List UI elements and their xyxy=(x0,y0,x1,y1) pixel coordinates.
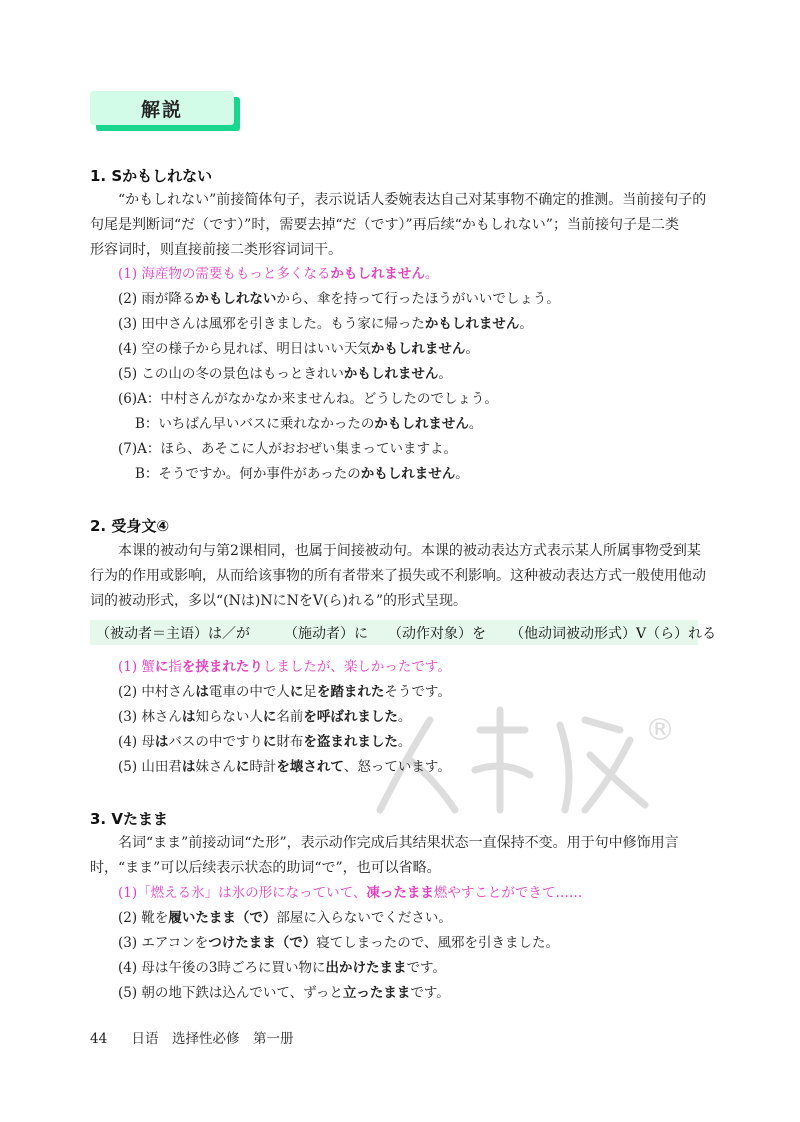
example-1-2: (2) 雨が降るかもしれないから、傘を持って行ったほうがいいでしょう。 xyxy=(118,291,560,307)
example-2-5: (5) 山田君は妹さんに時計を壊されて、怒っています。 xyxy=(118,759,451,775)
example-1-7a: (7)A：ほら、あそこに人がおおぜい集まっていますよ。 xyxy=(118,441,457,457)
section-3-paragraph: 名词“まま”前接动词“た形”，表示动作完成后其结果状态一直保持不变。用于句中修饰用言 时，“まま”可以后续表示状态的助词“で”，也可以省略。 xyxy=(90,835,679,876)
section-1-title: 1. Sかもしれない xyxy=(90,167,213,185)
book-title: 日语 选择性必修 第一册 xyxy=(131,1031,294,1047)
example-3-4: (4) 母は午後の3時ごろに買い物に出かけたままです。 xyxy=(118,960,446,976)
example-2-4: (4) 母はバスの中ですりに財布を盗まれました。 xyxy=(118,734,412,750)
example-3-1: (1)「燃える氷」は氷の形になっていて、凍ったまま燃やすことができて…… xyxy=(118,885,583,901)
heading-title: 解説 xyxy=(90,91,234,125)
example-2-1: (1) 蟹に指を挟まれたりしましたが、楽しかったです。 xyxy=(118,659,451,675)
section-1-paragraph: “かもしれない”前接简体句子，表示说话人委婉表达自己对某事物不确定的推测。当前接句子的 句尾是判断词“だ（です）”时，需要去掉“だ（です）”再后续“かもしれない”；当前接句子是二类 形容词时，则直接前接二类形容词词干。 xyxy=(90,192,707,258)
page-number: 44 xyxy=(90,1031,108,1047)
section-2-title: 2. 受身文④ xyxy=(90,517,170,535)
example-1-1: (1) 海産物の需要ももっと多くなるかもしれません。 xyxy=(118,266,439,282)
example-1-6b: B：いちばん早いバスに乗れなかったのかもしれません。 xyxy=(135,416,483,432)
example-2-3: (3) 林さんは知らない人に名前を呼ばれました。 xyxy=(118,709,412,725)
example-1-6a: (6)A：中村さんがなかなか来ませんね。どうしたのでしょう。 xyxy=(118,391,498,407)
pattern-box: （被动者＝主语）は／が （施动者）に （动作对象）を （他动词被动形式）V（ら）れる xyxy=(90,620,698,645)
example-3-3: (3) エアコンをつけたまま（で）寝てしまったので、風邪を引きました。 xyxy=(118,935,559,951)
example-1-7b: B：そうですか。何か事件があったのかもしれません。 xyxy=(135,466,469,482)
example-2-2: (2) 中村さんは電車の中で人に足を踏まれたそうです。 xyxy=(118,684,451,700)
section-2-paragraph: 本课的被动句与第2课相同，也属于间接被动句。本课的被动表达方式表示某人所属事物受到某 行为的作用或影响，从而给该事物的所有者带来了损失或不利影响。这种被动表达方式一般使用他动 词的被动形式，多以“(Nは)NにNをV(ら)れる”的形式呈现。 xyxy=(90,543,706,609)
svg-text:®: ® xyxy=(645,713,675,748)
section-heading xyxy=(90,91,240,131)
example-3-2: (2) 靴を履いたまま（で）部屋に入らないでください。 xyxy=(118,910,452,926)
example-3-5: (5) 朝の地下鉄は込んでいて、ずっと立ったままです。 xyxy=(118,985,450,1001)
example-1-5: (5) この山の冬の景色はもっときれいかもしれません。 xyxy=(118,366,452,382)
example-1-3: (3) 田中さんは風邪を引きました。もう家に帰ったかもしれません。 xyxy=(118,316,533,332)
example-1-4: (4) 空の様子から見れば、明日はいい天気かもしれません。 xyxy=(118,341,479,357)
page-footer xyxy=(90,1027,293,1047)
section-3-title: 3. Vたまま xyxy=(90,810,168,828)
